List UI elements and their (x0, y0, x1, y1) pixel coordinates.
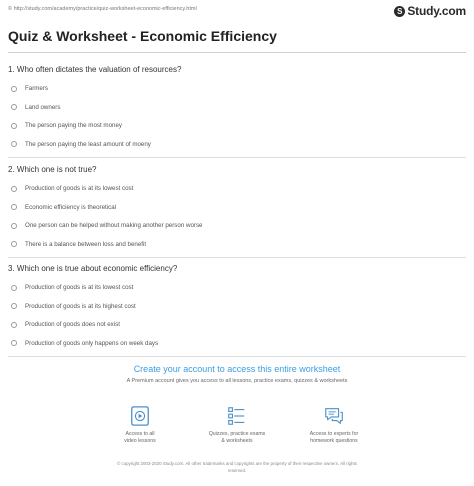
cta-subtext: A Premium account gives you access to all lessons, practice exams, quizzes & worksheets (126, 378, 348, 384)
radio-button[interactable] (11, 223, 17, 229)
answer-option[interactable] (8, 80, 466, 99)
answer-label: Farmers (25, 85, 49, 93)
question-text: 2. Which one is not true? (8, 165, 97, 174)
radio-button[interactable] (11, 204, 17, 210)
feature-experts (294, 405, 374, 445)
answer-label: Production of goods is at its highest cost (25, 302, 136, 310)
radio-button[interactable] (11, 86, 17, 92)
question-divider (8, 356, 466, 357)
answer-option[interactable] (8, 279, 466, 298)
answer-label: Production of goods is at its lowest cost (25, 185, 134, 193)
answer-label: Production of goods does not exist (25, 321, 120, 329)
question-divider (8, 157, 466, 158)
answer-option[interactable] (8, 297, 466, 316)
answer-option[interactable] (8, 198, 466, 217)
page-title: Quiz & Worksheet - Economic Efficiency (8, 28, 277, 44)
answer-option[interactable] (8, 98, 466, 117)
answer-option[interactable] (8, 217, 466, 236)
page-header (8, 4, 466, 18)
answer-option[interactable] (8, 117, 466, 136)
answer-label: The person paying the least amount of moeny (25, 140, 151, 148)
question-divider (8, 257, 466, 258)
answer-label: The person paying the most money (25, 122, 122, 130)
answer-option[interactable] (8, 316, 466, 335)
premium-features (100, 405, 374, 445)
feature-label: Access to all video lessons (124, 431, 156, 445)
question-text: 1. Who often dictates the valuation of resources? (8, 65, 182, 74)
study-logo-text: Study.com (407, 4, 466, 18)
question-1 (8, 65, 466, 154)
answer-option[interactable] (8, 235, 466, 254)
copyright-line-2: reserved. (227, 467, 247, 473)
radio-button[interactable] (11, 303, 17, 309)
copyright-line-1: © copyright 2003-2020 Study.com. All other trademarks and copyrights are the property of their respective owners. All rights (117, 461, 357, 466)
feature-label: Access to experts for homework questions (309, 431, 359, 445)
radio-button[interactable] (11, 104, 17, 110)
question-text: 3. Which one is true about economic efficiency? (8, 264, 178, 273)
radio-button[interactable] (11, 241, 17, 247)
answer-label: Production of goods only happens on week days (25, 339, 159, 347)
feature-label: Quizzes, practice exams & worksheets (208, 431, 266, 445)
question-3 (8, 264, 466, 353)
answer-label: There is a balance between loss and benefit (25, 240, 147, 248)
radio-button[interactable] (11, 322, 17, 328)
answer-option[interactable] (8, 135, 466, 154)
quiz-checklist-icon (226, 405, 248, 427)
video-lesson-icon (129, 405, 151, 427)
feature-video-lessons (100, 405, 180, 445)
expert-chat-icon (323, 405, 345, 427)
answer-option[interactable] (8, 334, 466, 353)
radio-button[interactable] (11, 340, 17, 346)
radio-button[interactable] (11, 285, 17, 291)
page-url: © http://study.com/academy/practice/quiz-worksheet-economic-efficiency.html (8, 6, 197, 12)
signup-cta (8, 364, 466, 384)
radio-button[interactable] (11, 141, 17, 147)
answer-option[interactable] (8, 180, 466, 199)
cta-heading-link[interactable]: Create your account to access this entire worksheet (133, 364, 341, 374)
answer-label: Land owners (25, 103, 61, 111)
title-divider (8, 52, 466, 53)
copyright-footer (20, 461, 454, 474)
radio-button[interactable] (11, 186, 17, 192)
radio-button[interactable] (11, 123, 17, 129)
study-logo-icon: S (394, 6, 405, 17)
feature-quizzes (197, 405, 277, 445)
study-logo[interactable] (394, 4, 466, 18)
answer-label: Economic efficiency is theoretical (25, 203, 117, 211)
question-2 (8, 165, 466, 254)
answer-label: Production of goods is at its lowest cost (25, 284, 134, 292)
answer-label: One person can be helped without making another person worse (25, 222, 203, 230)
